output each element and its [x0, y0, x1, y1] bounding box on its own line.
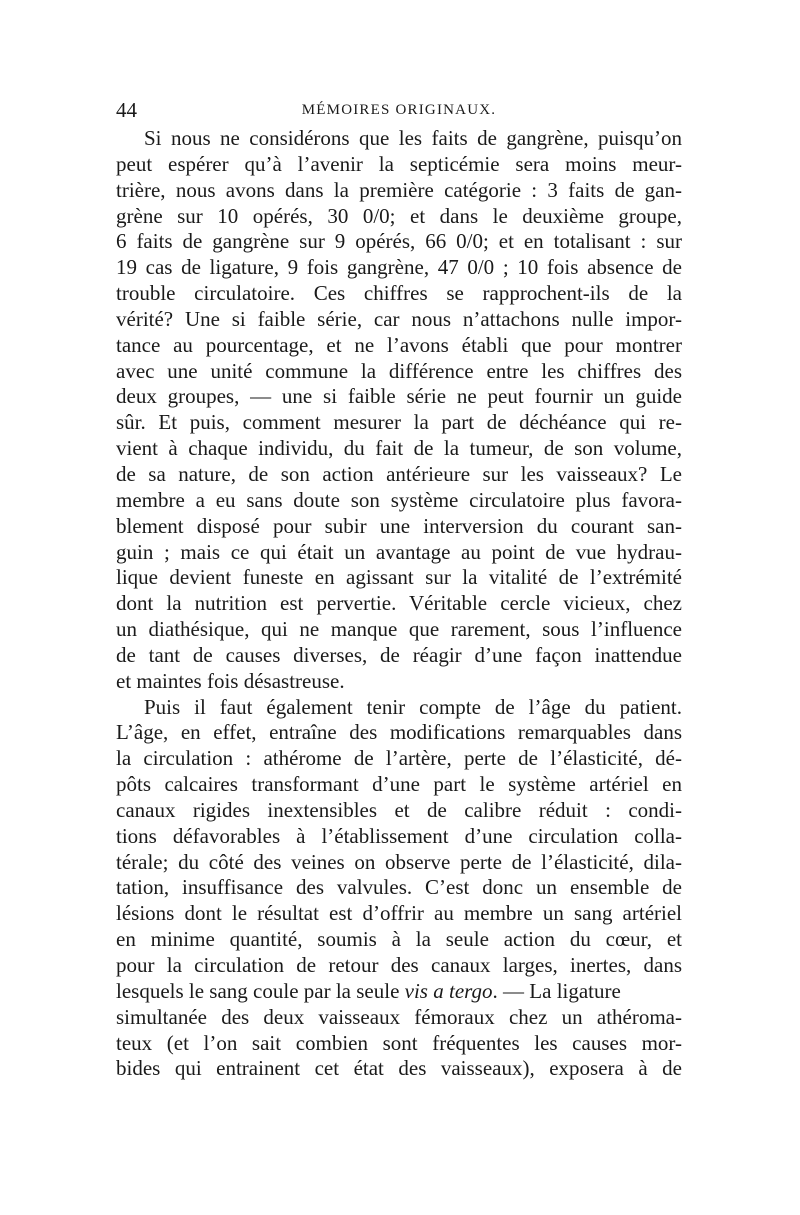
running-head: MÉMOIRES ORIGINAUX.	[301, 102, 497, 118]
text-line: avec une unité commune la différence entre les chiffres des	[116, 358, 682, 383]
text-line: tation, insuffisance des valvules. C’est donc un ensemble de	[116, 875, 682, 900]
text-line: peut espérer qu’à l’avenir la septicémie sera moins meur-	[116, 151, 682, 176]
text-line: pôts calcaires transformant d’une part le système artériel en	[116, 772, 682, 797]
text-line: vérité? Une si faible série, car nous n’attachons nulle impor-	[116, 306, 682, 331]
page-number: 44	[116, 98, 137, 122]
text-line: sûr. Et puis, comment mesurer la part de déchéance qui re-	[116, 410, 682, 435]
text-line: simultanée des deux vaisseaux fémoraux chez un athéroma-	[116, 1004, 682, 1029]
text-line: lique devient funeste en agissant sur la vitalité de l’extrémité	[116, 565, 682, 590]
text-line: en minime quantité, soumis à la seule action du cœur, et	[116, 927, 682, 952]
paragraph-1	[116, 126, 682, 695]
text-line: canaux rigides inextensibles et de calibre réduit : condi-	[116, 797, 682, 822]
text-line: de sa nature, de son action antérieure sur les vaisseaux? Le	[116, 461, 682, 486]
text-line: 19 cas de ligature, 9 fois gangrène, 47 0/0 ; 10 fois absence de	[116, 255, 682, 280]
text-line: tance au pourcentage, et ne l’avons établi que pour montrer	[116, 332, 682, 357]
text-segment: lesquels le sang coule par la seule	[116, 978, 405, 1003]
text-line: dont la nutrition est pervertie. Véritable cercle vicieux, chez	[116, 591, 682, 616]
text-line: un diathésique, qui ne manque que rarement, sous l’influence	[116, 617, 682, 642]
text-line: térale; du côté des veines on observe perte de l’élasticité, dila-	[116, 849, 682, 874]
body-text	[116, 126, 682, 1082]
text-line: vient à chaque individu, du fait de la tumeur, de son volume,	[116, 436, 682, 461]
text-line: teux (et l’on sait combien sont fréquentes les causes mor-	[116, 1030, 682, 1055]
text-line: trouble circulatoire. Ces chiffres se rapprochent-ils de la	[116, 281, 682, 306]
text-segment: . — La ligature	[492, 978, 621, 1003]
text-line: pour la circulation de retour des canaux larges, inertes, dans	[116, 953, 682, 977]
text-line: de tant de causes diverses, de réagir d’une façon inattendue	[116, 642, 682, 667]
text-line: guin ; mais ce qui était un avantage au point de vue hydrau-	[116, 539, 682, 564]
text-line: grène sur 10 opérés, 30 0/0; et dans le deuxième groupe,	[116, 203, 682, 228]
text-line: bides qui entrainent cet état des vaisseaux), exposera à de	[116, 1056, 682, 1081]
text-line: et maintes fois désastreuse.	[116, 668, 345, 693]
text-line-with-italic	[116, 979, 682, 1005]
latin-phrase: vis a tergo	[404, 978, 493, 1003]
text-line: Puis il faut également tenir compte de l’âge du patient.	[144, 694, 682, 719]
text-line: la circulation : athérome de l’artère, perte de l’élasticité, dé-	[116, 746, 682, 771]
page-header	[116, 96, 682, 124]
text-line: blement disposé pour subir une interversion du courant san-	[116, 513, 682, 538]
text-line: L’âge, en effet, entraîne des modifications remarquables dans	[116, 720, 682, 745]
text-line: 6 faits de gangrène sur 9 opérés, 66 0/0; et en totalisant : sur	[116, 229, 682, 254]
text-line: Si nous ne considérons que les faits de gangrène, puisqu’on	[144, 126, 682, 150]
text-line: lésions dont le résultat est d’offrir au membre un sang artériel	[116, 901, 682, 926]
text-line: deux groupes, — une si faible série ne peut fournir un guide	[116, 384, 682, 409]
text-line: membre a eu sans doute son système circulatoire plus favora-	[116, 487, 682, 512]
paragraph-2	[116, 695, 682, 1083]
text-line: tions défavorables à l’établissement d’une circulation colla-	[116, 823, 682, 848]
text-line: trière, nous avons dans la première catégorie : 3 faits de gan-	[116, 177, 682, 202]
